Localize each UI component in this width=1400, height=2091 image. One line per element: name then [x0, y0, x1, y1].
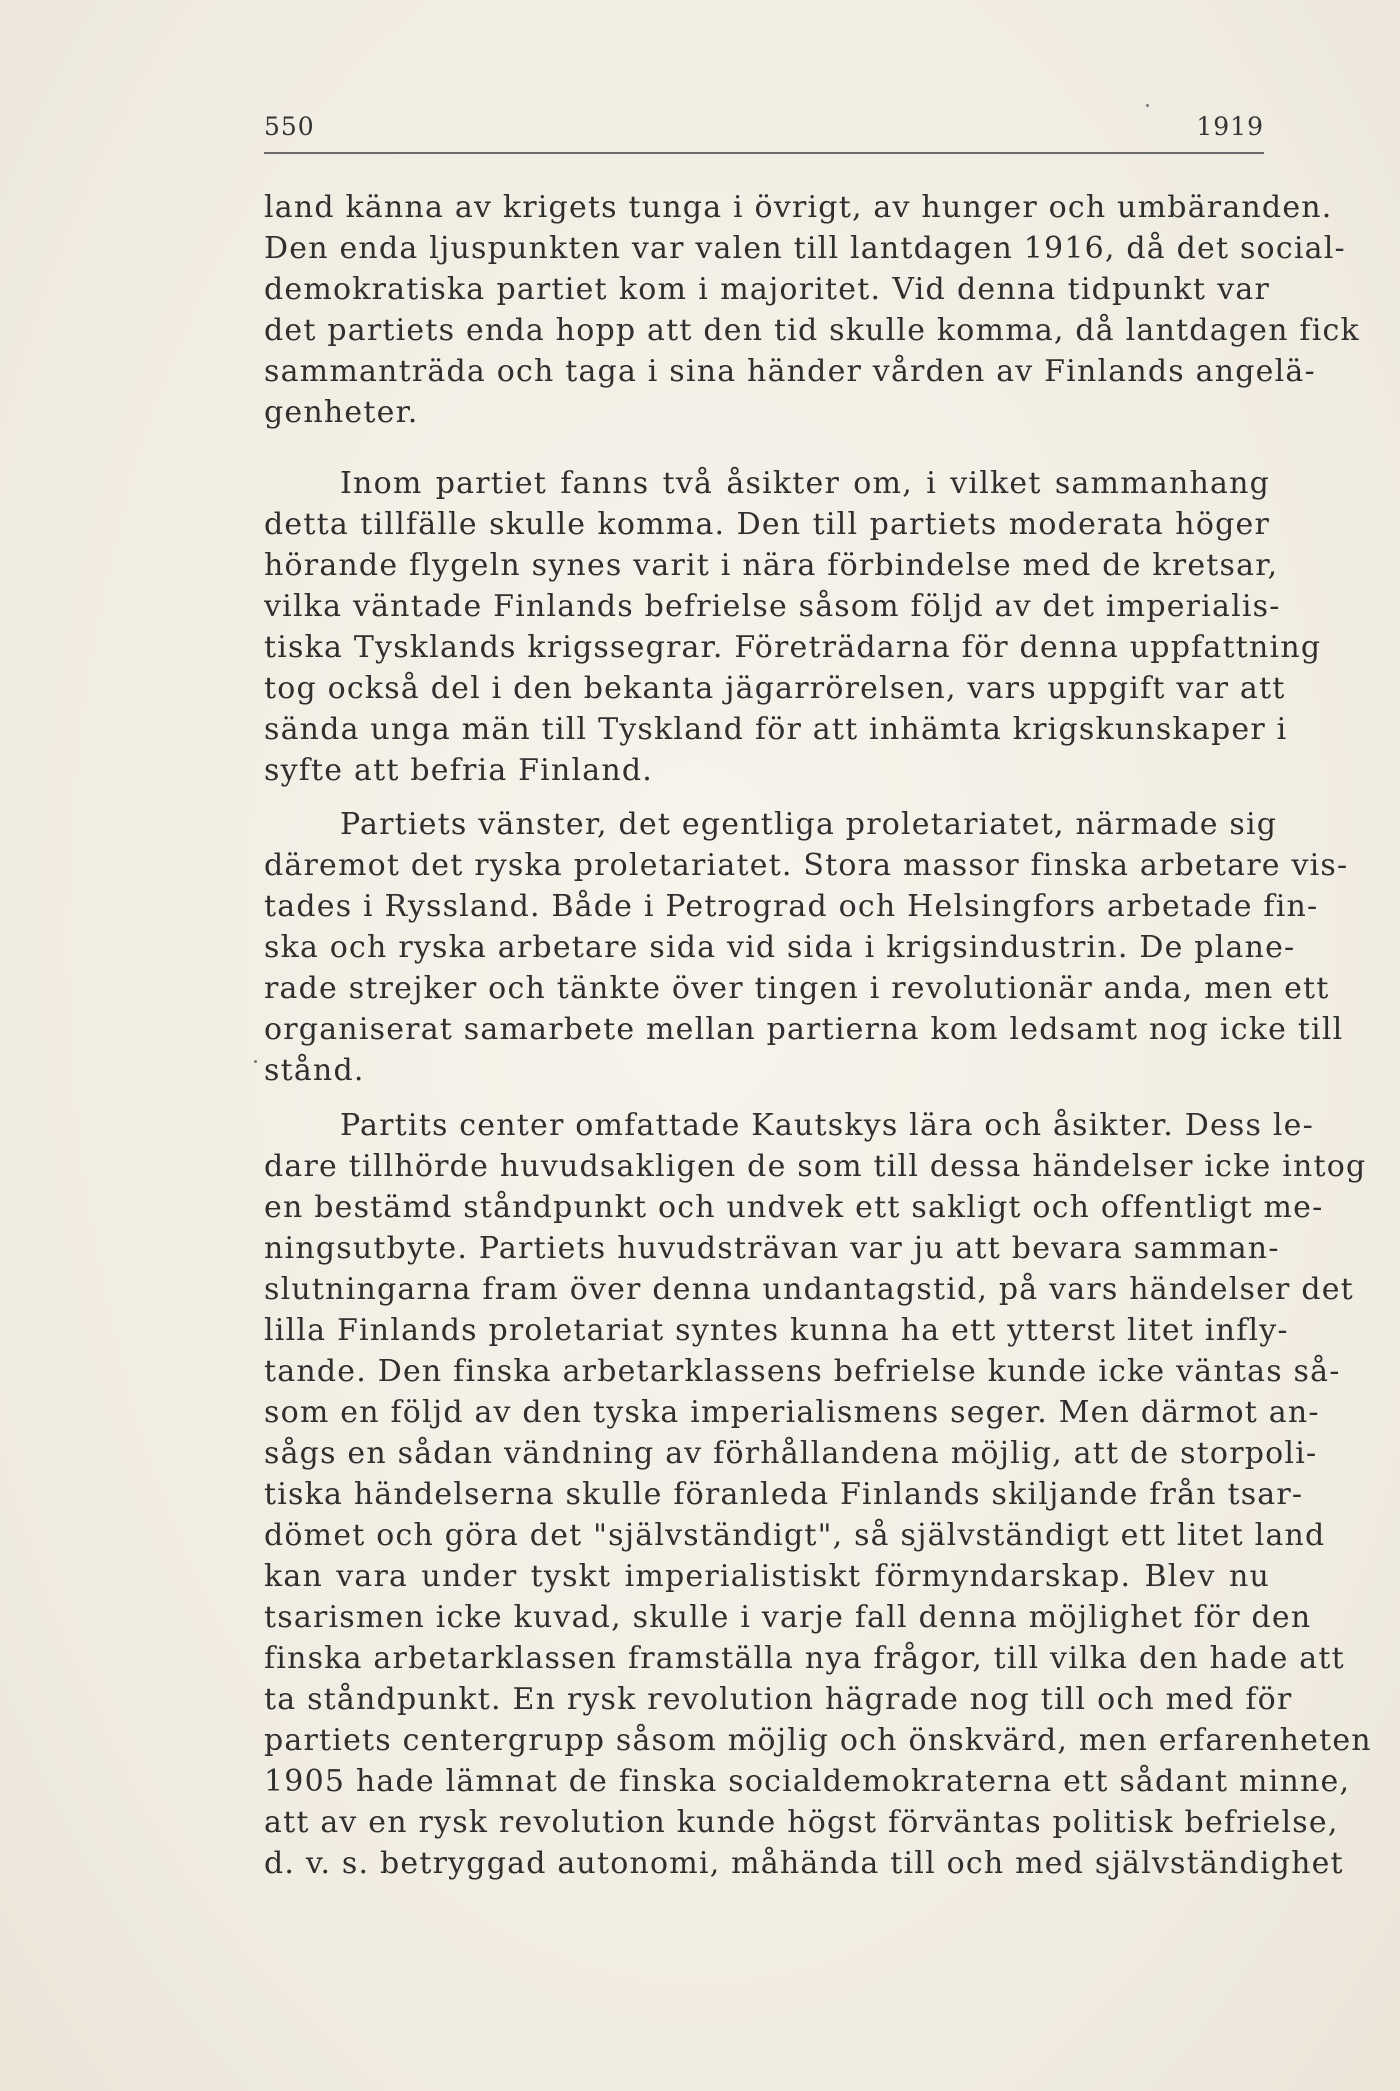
text-line: tande. Den finska arbetarklassens befrielse kunde icke väntas så- [264, 1354, 1341, 1389]
text-line: däremot det ryska proletariatet. Stora massor finska arbetare vis- [264, 848, 1349, 883]
page-number: 550 [264, 112, 315, 141]
text-line: tades i Ryssland. Både i Petrograd och Helsingfors arbetade fin- [264, 889, 1319, 924]
text-line: dömet och göra det "självständigt", så självständigt ett litet land [264, 1518, 1326, 1553]
text-line: slutningarna fram över denna undantagstid, på vars händelser det [264, 1272, 1354, 1307]
text-line: genheter. [264, 395, 419, 430]
text-line: ningsutbyte. Partiets huvudsträvan var ju att bevara samman- [264, 1231, 1280, 1266]
text-line: kan vara under tyskt imperialistiskt förmyndarskap. Blev nu [264, 1559, 1270, 1594]
speck [254, 1060, 257, 1063]
running-head-year: 1919 [1196, 112, 1264, 141]
text-line: som en följd av den tyska imperialismens seger. Men därmot an- [264, 1395, 1320, 1430]
text-line: organiserat samarbete mellan partierna kom ledsamt nog icke till [264, 1012, 1344, 1047]
text-line: Partits center omfattade Kautskys lära och åsikter. Dess le- [340, 1108, 1314, 1143]
text-line: d. v. s. betryggad autonomi, måhända till och med självständighet [264, 1846, 1344, 1881]
page-header [264, 112, 1264, 152]
text-line: det partiets enda hopp att den tid skulle komma, då lantdagen fick [264, 313, 1360, 348]
text-line: hörande flygeln synes varit i nära förbindelse med de kretsar, [264, 548, 1279, 583]
text-line: finska arbetarklassen framställa nya frågor, till vilka den hade att [264, 1641, 1345, 1676]
text-line: syfte att befria Finland. [264, 753, 654, 788]
text-line: ta ståndpunkt. En rysk revolution hägrade nog till och med för [264, 1682, 1293, 1717]
text-line: Inom partiet fanns två åsikter om, i vilket sammanhang [340, 466, 1270, 501]
text-line: partiets centergrupp såsom möjlig och önskvärd, men erfarenheten [264, 1723, 1372, 1758]
text-line: Partiets vänster, det egentliga proletariatet, närmade sig [340, 807, 1278, 842]
text-line: lilla Finlands proletariat syntes kunna ha ett ytterst litet infly- [264, 1313, 1289, 1348]
text-line: en bestämd ståndpunkt och undvek ett sakligt och offentligt me- [264, 1190, 1324, 1225]
text-line: tsarismen icke kuvad, skulle i varje fall denna möjlighet för den [264, 1600, 1312, 1635]
text-line: Den enda ljuspunkten var valen till lantdagen 1916, då det social- [264, 231, 1346, 266]
text-line: tog också del i den bekanta jägarrörelsen, vars uppgift var att [264, 671, 1286, 706]
text-line: dare tillhörde huvudsakligen de som till dessa händelser icke intog [264, 1149, 1367, 1184]
text-line: sammanträda och taga i sina händer vården av Finlands angelä- [264, 354, 1316, 389]
speck [1146, 104, 1149, 107]
text-line: tiska händelserna skulle föranleda Finlands skiljande från tsar- [264, 1477, 1304, 1512]
text-line: sända unga män till Tyskland för att inhämta krigskunskaper i [264, 712, 1288, 747]
text-line: demokratiska partiet kom i majoritet. Vid denna tidpunkt var [264, 272, 1270, 307]
text-line: 1905 hade lämnat de finska socialdemokraterna ett sådant minne, [264, 1764, 1351, 1799]
text-line: vilka väntade Finlands befrielse såsom följd av det imperialis- [264, 589, 1281, 624]
text-line: tiska Tysklands krigssegrar. Företrädarna för denna uppfattning [264, 630, 1322, 665]
text-line: att av en rysk revolution kunde högst förväntas politisk befrielse, [264, 1805, 1339, 1840]
text-line: rade strejker och tänkte över tingen i revolutionär anda, men ett [264, 971, 1330, 1006]
text-line: detta tillfälle skulle komma. Den till partiets moderata höger [264, 507, 1270, 542]
text-line: land känna av krigets tunga i övrigt, av hunger och umbäranden. [264, 190, 1333, 225]
text-line: sågs en sådan vändning av förhållandena möjlig, att de storpoli- [264, 1436, 1318, 1471]
text-line: stånd. [264, 1053, 365, 1088]
text-line: ska och ryska arbetare sida vid sida i krigsindustrin. De plane- [264, 930, 1296, 965]
header-rule [264, 152, 1264, 154]
